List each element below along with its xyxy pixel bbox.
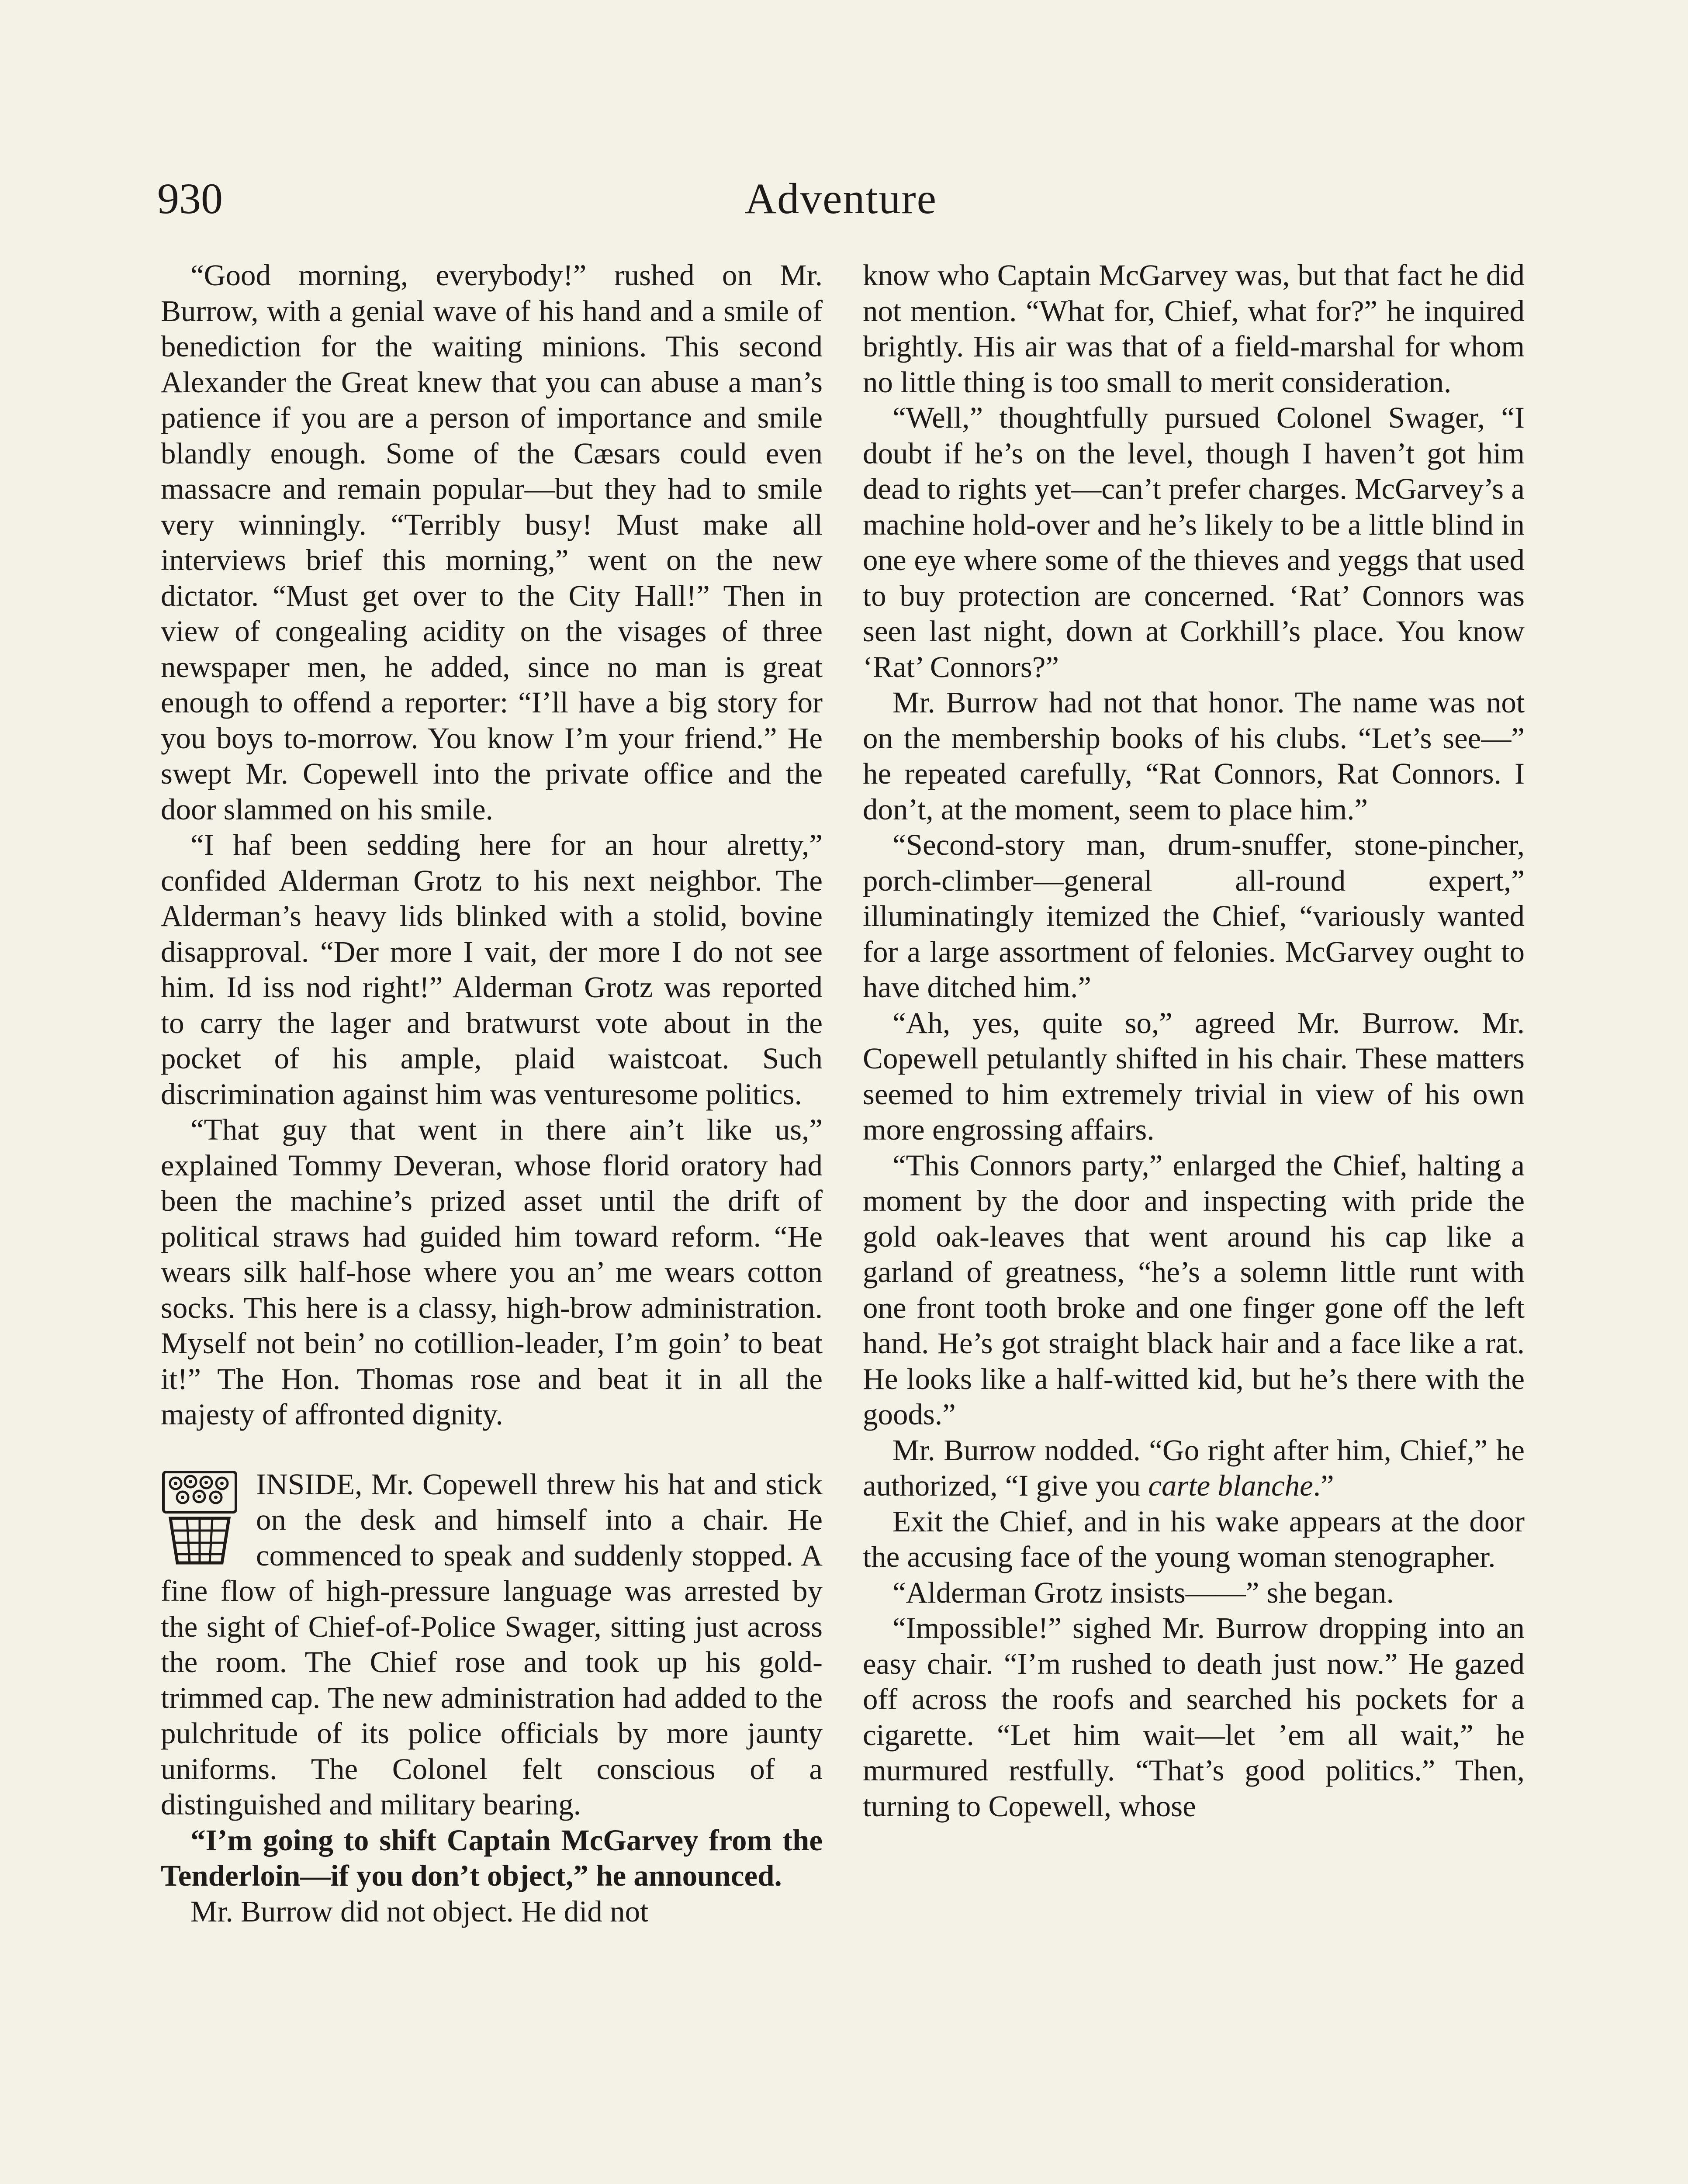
paragraph-swager-doubt: “Well,” thoughtfully pursued Colonel Swager, “I doubt if he’s on the level, though I haven’t got him dead to rights yet—can’t prefer charges. McGarvey’s a machine hold-over and he’s likely to be a little blind in one eye where some of the thieves and yeggs that used to buy protection are concerned. ‘Rat’ Connors was seen last night, down at Corkhill’s place. You know ‘Rat’ Connors?” xyxy=(863,401,1525,684)
paragraph-deveran: “That guy that went in there ain’t like us,” explained Tommy Deveran, whose florid oratory had been the machine’s prized asset until the drift of political straws had guided him toward reform. “He wears silk half-hose where you an’ me wears cotton socks. This here is a classy, high-brow administration. Myself not bein’ no cotillion-leader, I’m goin’ to beat it!” The Hon. Thomas rose and beat it in all the majesty of affronted dignity. xyxy=(161,1113,823,1431)
paragraph-continuation: know who Captain McGarvey was, but that fact he did not mention. “What for, Chief, what for?” he inquired brightly. His air was that of a field-marshal for whom no little thing is too small to merit consideration. xyxy=(863,259,1525,399)
carte-blanche-after: .” xyxy=(1313,1469,1334,1502)
paragraph-not-that-honor: Mr. Burrow had not that honor. The name was not on the membership books of his clubs. “Let’s see—” he repeated carefully, “Rat Connors, Rat Connors. I don’t, at the moment, seem to place him.” xyxy=(863,686,1525,826)
paragraph-carte-blanche xyxy=(863,1433,1525,1504)
carte-blanche-italic: carte blanche xyxy=(1148,1469,1313,1502)
magazine-title: Adventure xyxy=(744,174,937,223)
paragraph-impossible: “Impossible!” sighed Mr. Burrow dropping into an easy chair. “I’m rushed to death just now.” He gazed off across the roofs and searched his pockets for a cigarette. “Let him wait—let ’em all wait,” he murmured restfully. “That’s good politics.” Then, turning to Copewell, whose xyxy=(863,1611,1525,1823)
paragraph-connors-party: “This Connors party,” enlarged the Chief, halting a moment by the door and inspecting with pride the gold oak-leaves that went around his cap like a garland of greatness, “he’s a solemn little runt with one front tooth broke and one finger gone off the left hand. He’s got straight black hair and a face like a rat. He looks like a half-witted kid, but he’s there with the goods.” xyxy=(863,1148,1525,1431)
paragraph-grotz-insists: “Alderman Grotz insists——” she began. xyxy=(892,1576,1394,1609)
paragraph-quite-so: “Ah, yes, quite so,” agreed Mr. Burrow. Mr. Copewell petulantly shifted in his chair. These matters seemed to him extremely trivial in view of his own more engrossing affairs. xyxy=(863,1006,1525,1146)
right-column xyxy=(863,258,1525,1824)
paragraph-grotz: “I haf been sedding here for an hour alretty,” confided Alderman Grotz to his next neighbor. The Alderman’s heavy lids blinked with a stolid, bovine disapproval. “Der more I vait, der more I do not see him. Id iss nod right!” Alderman Grotz was reported to carry the lager and bratwurst vote about in the pocket of his ample, plaid waistcoat. Such discrimination against him was venturesome politics. xyxy=(161,828,823,1111)
section-opening-paragraph: INSIDE, Mr. Copewell threw his hat and stick on the desk and himself into a chair. He commenced to speak and suddenly stopped. A fine flow of high-pressure language was arrested by the sight of Chief-of-Police Swager, sitting just across the room. The Chief rose and took up his gold-trimmed cap. The new administration had added to the pulchritude of its police officials by more jaunty uniforms. The Colonel felt conscious of a distinguished and military bearing. xyxy=(161,1467,823,1821)
carte-blanche-before: Mr. Burrow nodded. “Go right after him, Chief,” he authorized, “I give you xyxy=(863,1433,1525,1502)
page-number: 930 xyxy=(157,174,223,223)
flower-basket-ornament-icon xyxy=(161,1469,239,1568)
paragraph-good-morning: “Good morning, everybody!” rushed on Mr. Burrow, with a genial wave of his hand and a smile of benediction for the waiting minions. This second Alexander the Great knew that you can abuse a man’s patience if you are a person of importance and smile blandly enough. Some of the Cæsars could even massacre and remain popular—but they had to smile very winningly. “Terribly busy! Must make all interviews brief this morning,” went on the new dictator. “Must get over to the City Hall!” Then in view of congealing acidity on the visages of three newspaper men, he added, since no man is great enough to offend a reporter: “I’ll have a big story for you boys to-morrow. You know I’m your friend.” He swept Mr. Copewell into the private office and the door slammed on his smile. xyxy=(161,259,823,826)
paragraph-exit-chief: Exit the Chief, and in his wake appears at the door the accusing face of the young woman stenographer. xyxy=(863,1504,1525,1573)
section-break xyxy=(161,1467,823,1823)
paragraph-burrow-did-not-object: Mr. Burrow did not object. He did not xyxy=(190,1894,649,1928)
page-header xyxy=(157,166,1525,232)
paragraph-mcgarvey-shift: “I’m going to shift Captain McGarvey from the Tenderloin—if you don’t object,” he announced. xyxy=(161,1823,823,1892)
paragraph-second-story-man: “Second-story man, drum-snuffer, stone-pincher, porch-climber—general all-round expert,” illuminatingly itemized the Chief, “variously wanted for a large assortment of felonies. McGarvey ought to have ditched him.” xyxy=(863,828,1525,1004)
left-column xyxy=(161,258,823,1929)
